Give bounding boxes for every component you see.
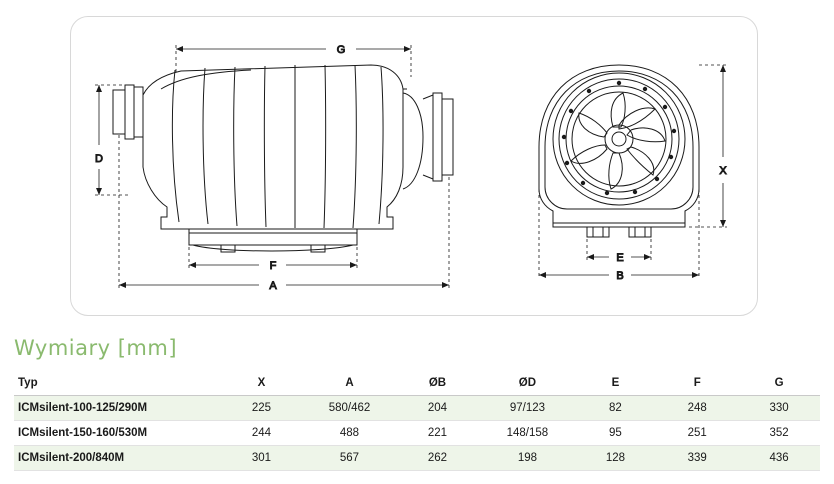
column-header-b: ØB (395, 372, 481, 396)
cell-typ: ICMsilent-100-125/290M (14, 396, 219, 421)
cell-g: 352 (738, 421, 820, 446)
front-view-drawing (539, 65, 699, 237)
cell-f: 248 (656, 396, 738, 421)
cell-f: 251 (656, 421, 738, 446)
column-header-a: A (304, 372, 394, 396)
dimension-label-A: A (269, 280, 277, 292)
cell-x: 225 (219, 396, 305, 421)
cell-x: 301 (219, 446, 305, 471)
table-row (14, 396, 820, 421)
column-header-g: G (738, 372, 820, 396)
cell-f: 339 (656, 446, 738, 471)
dimension-A (119, 135, 449, 289)
cell-a: 580/462 (304, 396, 394, 421)
cell-d: 198 (480, 446, 574, 471)
cell-x: 244 (219, 421, 305, 446)
dimensions-table (14, 372, 820, 471)
dimension-label-B: B (616, 270, 624, 282)
cell-g: 436 (738, 446, 820, 471)
cell-e: 95 (575, 421, 657, 446)
technical-drawing (71, 17, 759, 317)
dimension-B (539, 189, 699, 279)
column-header-typ: Typ (14, 372, 219, 396)
dimension-label-D: D (95, 153, 103, 165)
dimension-label-E: E (616, 252, 624, 264)
cell-typ: ICMsilent-150-160/530M (14, 421, 219, 446)
dimension-label-F: F (269, 260, 277, 272)
cell-e: 82 (575, 396, 657, 421)
dimension-label-X: X (719, 165, 727, 177)
table-header-row (14, 372, 820, 396)
dimension-G (176, 45, 411, 77)
cell-a: 567 (304, 446, 394, 471)
table-row (14, 446, 820, 471)
column-header-d: ØD (480, 372, 574, 396)
cell-d: 148/158 (480, 421, 574, 446)
drawing-panel (70, 16, 758, 316)
table-row (14, 421, 820, 446)
section-title: Wymiary [mm] (14, 336, 178, 360)
column-header-f: F (656, 372, 738, 396)
cell-g: 330 (738, 396, 820, 421)
cell-d: 97/123 (480, 396, 574, 421)
cell-typ: ICMsilent-200/840M (14, 446, 219, 471)
column-header-x: X (219, 372, 305, 396)
dimension-label-G: G (336, 44, 346, 56)
cell-a: 488 (304, 421, 394, 446)
side-view-drawing (113, 65, 453, 252)
column-header-e: E (575, 372, 657, 396)
cell-b: 262 (395, 446, 481, 471)
cell-e: 128 (575, 446, 657, 471)
cell-b: 204 (395, 396, 481, 421)
cell-b: 221 (395, 421, 481, 446)
